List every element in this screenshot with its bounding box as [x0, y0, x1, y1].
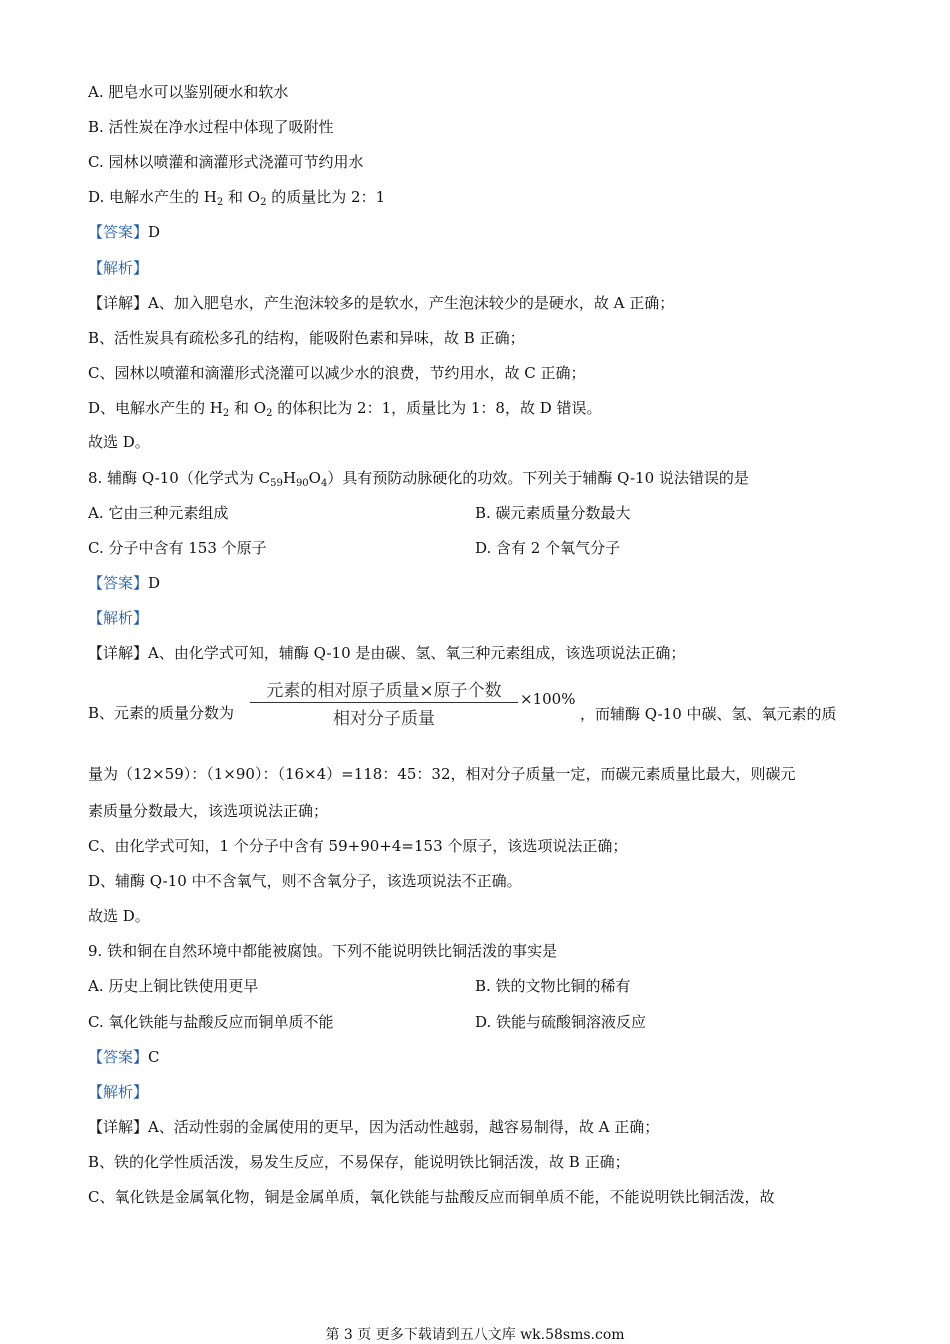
q8-detail-d: D、辅酶 Q-10 中不含氧气，则不含氧分子，该选项说法不正确。	[88, 872, 522, 890]
q9-option-d: D. 铁能与硫酸铜溶液反应	[475, 1013, 647, 1031]
page-footer: 第 3 页 更多下载请到五八文库 wk.58sms.com	[325, 1327, 625, 1343]
q7-option-d: D. 电解水产生的 $H_2$ 和 $O_2$ 的质量比为 2：1	[88, 188, 386, 208]
q8-analysis-label: 【解析】	[88, 609, 149, 627]
q7-answer: 【答案】D	[88, 223, 161, 241]
q9-analysis-label: 【解析】	[88, 1083, 149, 1101]
detail-label: 【详解】	[88, 294, 149, 312]
q9-answer: 【答案】C	[88, 1048, 160, 1066]
q8-stem: 8. 辅酶 Q-10（化学式为 $C_{59}H_{90}O_4$）具有预防动脉硬化的功效。下列关于辅酶 Q-10 说法错误的是	[88, 469, 749, 489]
detail-label: 【详解】	[88, 644, 149, 662]
q8-detail-b-line2: 量为（12×59）：（1×90）：（16×4）=118：45：32，相对分子质量一定，而碳元素质量比最大，则碳元	[88, 765, 796, 783]
detail-label: 【详解】	[88, 1118, 149, 1136]
q9-stem: 9. 铁和铜在自然环境中都能被腐蚀。下列不能说明铁比铜活泼的事实是	[88, 942, 558, 960]
q7-option-c: C. 园林以喷灌和滴灌形式浇灌可节约用水	[88, 153, 364, 171]
formula-times-100: ×100%	[520, 690, 576, 708]
q7-detail-c: C、园林以喷灌和滴灌形式浇灌可以减少水的浪费，节约用水，故 C 正确；	[88, 364, 586, 382]
formula-numerator: 元素的相对原子质量×原子个数	[250, 676, 518, 703]
q8-detail-c: C、由化学式可知，1 个分子中含有 59+90+4=153 个原子，该选项说法正确；	[88, 837, 628, 855]
q8-detail-b-suffix: ，而辅酶 Q-10 中碳、氢、氧元素的质	[580, 705, 837, 723]
q7-detail-b: B、活性炭具有疏松多孔的结构，能吸附色素和异味，故 B 正确；	[88, 329, 525, 347]
q7-detail-d: D、电解水产生的 $H_2$ 和 $O_2$ 的体积比为 2：1，质量比为 1：8，故 D 错误。	[88, 399, 602, 419]
mass-fraction-formula	[250, 676, 518, 729]
q8-detail-a: 【详解】A、由化学式可知，辅酶 Q-10 是由碳、氢、氧三种元素组成，该选项说法正确；	[88, 644, 686, 662]
q9-option-a: A. 历史上铜比铁使用更早	[88, 977, 259, 995]
q7-conclusion: 故选 D。	[88, 433, 150, 451]
q8-option-a: A. 它由三种元素组成	[88, 504, 229, 522]
answer-label: 【答案】	[88, 574, 149, 592]
q8-answer: 【答案】D	[88, 574, 161, 592]
formula-denominator: 相对分子质量	[333, 709, 435, 729]
q7-detail-a: 【详解】A、加入肥皂水，产生泡沫较多的是软水，产生泡沫较少的是硬水，故 A 正确；	[88, 294, 675, 312]
q7-analysis-label: 【解析】	[88, 259, 149, 277]
q9-detail-c: C、氧化铁是金属氧化物，铜是金属单质，氧化铁能与盐酸反应而铜单质不能，不能说明铁比铜活泼，故	[88, 1188, 775, 1206]
q7-option-a: A. 肥皂水可以鉴别硬水和软水	[88, 83, 289, 101]
q9-detail-a: 【详解】A、活动性弱的金属使用的更早，因为活动性越弱，越容易制得，故 A 正确；	[88, 1118, 660, 1136]
q8-conclusion: 故选 D。	[88, 907, 150, 925]
q9-option-b: B. 铁的文物比铜的稀有	[475, 977, 631, 995]
answer-label: 【答案】	[88, 1048, 149, 1066]
answer-label: 【答案】	[88, 223, 149, 241]
q9-option-c: C. 氧化铁能与盐酸反应而铜单质不能	[88, 1013, 334, 1031]
q8-detail-b-prefix: B、元素的质量分数为	[88, 704, 235, 722]
q7-option-b: B. 活性炭在净水过程中体现了吸附性	[88, 118, 334, 136]
q8-option-b: B. 碳元素质量分数最大	[475, 504, 631, 522]
q8-detail-b-line3: 素质量分数最大，该选项说法正确；	[88, 802, 329, 820]
q8-option-c: C. 分子中含有 153 个原子	[88, 539, 267, 557]
q9-detail-b: B、铁的化学性质活泼，易发生反应，不易保存，能说明铁比铜活泼，故 B 正确；	[88, 1153, 630, 1171]
q8-option-d: D. 含有 2 个氧气分子	[475, 539, 621, 557]
